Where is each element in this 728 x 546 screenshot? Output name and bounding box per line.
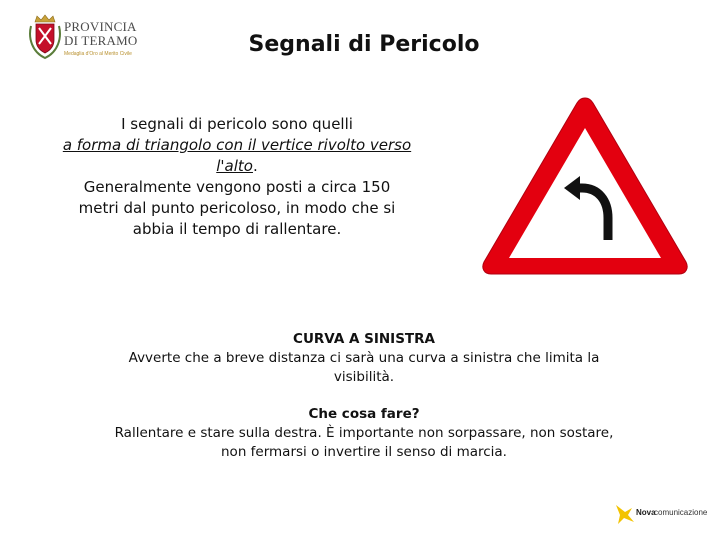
- intro-line2: [62, 135, 412, 177]
- section-heading-what-to-do: Che cosa fare?: [308, 406, 420, 422]
- section-text-what-to-do: Rallentare e stare sulla destra. È importante non sorpassare, non sostare, non fermarsi o invertire il senso di marcia.: [114, 425, 614, 460]
- brand-bold: Nova: [636, 508, 656, 517]
- brand-rest: comunicazione: [654, 508, 708, 517]
- spacer: [100, 387, 628, 405]
- intro-paragraph2: Generalmente vengono posti a circa 150 metri dal punto pericoloso, in modo che si abbia il tempo di rallentare.: [78, 178, 396, 238]
- nova-comunicazione-logo: [612, 502, 712, 530]
- intro-period: .: [252, 157, 258, 175]
- intro-text: [62, 114, 412, 240]
- curve-description: [100, 330, 628, 462]
- left-curve-warning-sign-icon: [478, 92, 692, 278]
- logo-title-line2: DI TERAMO: [64, 33, 138, 48]
- section-text-curve: Avverte che a breve distanza ci sarà una curva a sinistra che limita la visibilità.: [128, 350, 600, 385]
- page-title: Segnali di Pericolo: [248, 32, 480, 57]
- logo-title-line1: PROVINCIA: [64, 19, 137, 34]
- star-icon: [612, 502, 636, 526]
- intro-line1: I segnali di pericolo sono quelli: [121, 115, 353, 133]
- logo-motto: Medaglia d'Oro al Merito Civile: [64, 51, 132, 57]
- section-heading-curve: CURVA A SINISTRA: [293, 331, 435, 347]
- intro-emphasis: a forma di triangolo con il vertice rivolto verso l'alto: [62, 136, 412, 175]
